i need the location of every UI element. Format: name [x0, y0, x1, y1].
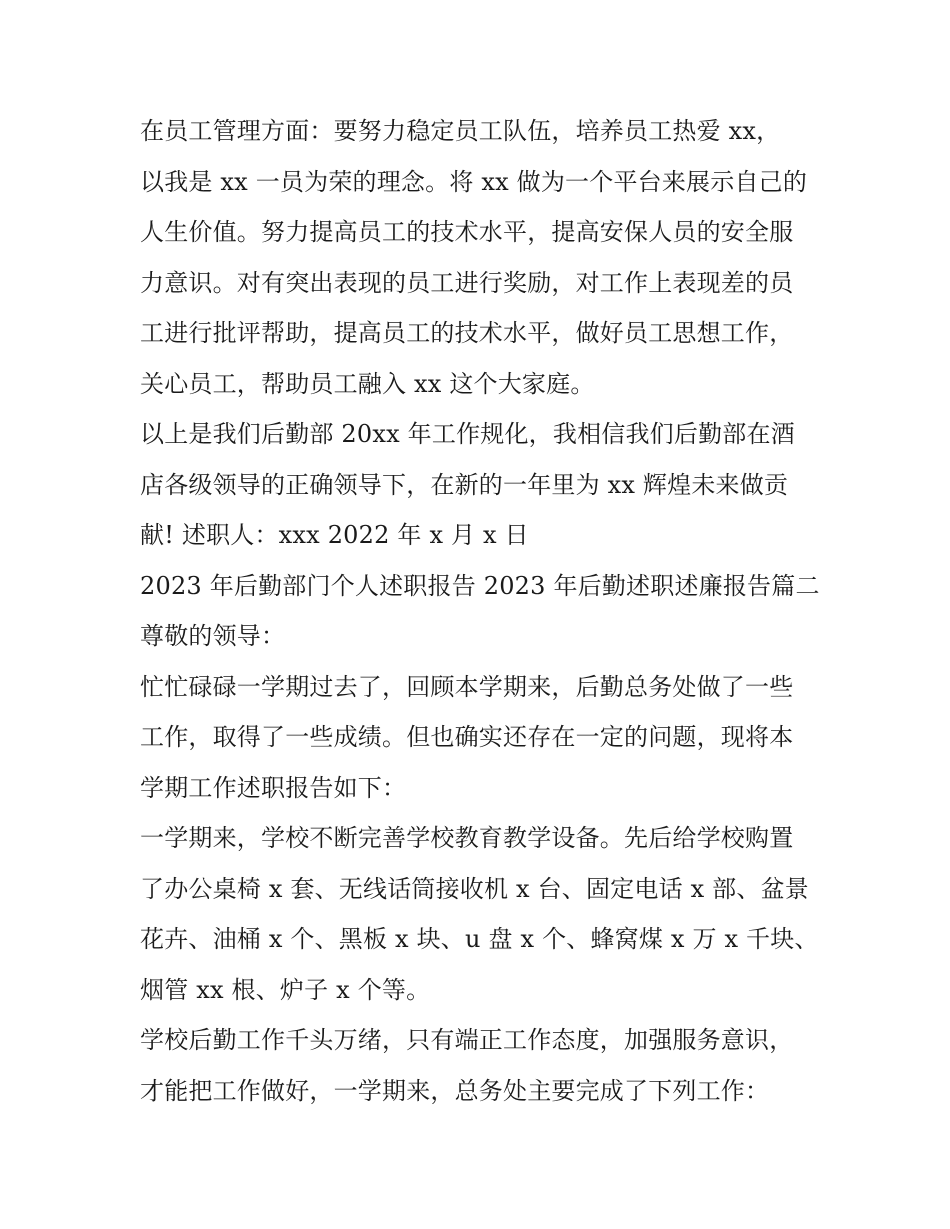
text-line: 花卉、油桶 x 个、黑板 x 块、u 盘 x 个、蜂窝煤 x 万 x 千块、 — [140, 925, 819, 953]
text-line: 学校后勤工作千头万绪，只有端正工作态度，加强服务意识， — [140, 1026, 794, 1054]
text-line: 才能把工作做好，一学期来，总务处主要完成了下列工作： — [140, 1076, 770, 1105]
text-line: 力意识。对有突出表现的员工进行奖励，对工作上表现差的员 — [140, 268, 794, 297]
text-line: 一学期来，学校不断完善学校教育教学设备。先后给学校购置 — [140, 824, 794, 852]
text-line: 工作，取得了一些成绩。但也确实还存在一定的问题，现将本 — [140, 723, 794, 751]
text-line: 了办公桌椅 x 套、无线话筒接收机 x 台、固定电话 x 部、盆景 — [140, 874, 809, 903]
text-line: 忙忙碌碌一学期过去了，回顾本学期来，后勤总务处做了一些 — [140, 672, 794, 701]
salutation: 尊敬的领导： — [140, 622, 286, 650]
text-line: 在员工管理方面：要努力稳定员工队伍，培养员工热爱 xx， — [140, 117, 781, 145]
text-line: 献! 述职人：xxx 2022 年 x 月 x 日 — [140, 521, 529, 549]
text-line: 人生价值。努力提高员工的技术水平，提高安保人员的安全服 — [140, 218, 794, 246]
text-line: 学期工作述职报告如下： — [140, 773, 407, 802]
text-line: 烟管 xx 根、炉子 x 个等。 — [140, 975, 431, 1004]
section-heading: 2023 年后勤部门个人述职报告 2023 年后勤述职述廉报告篇二 — [140, 571, 820, 600]
text-line: 以上是我们后勤部 20xx 年工作规化，我相信我们后勤部在酒 — [140, 420, 795, 448]
document-body — [140, 106, 820, 1116]
text-line: 店各级领导的正确领导下，在新的一年里为 xx 辉煌未来做贡 — [140, 470, 789, 499]
text-line: 关心员工，帮助员工融入 xx 这个大家庭。 — [140, 369, 595, 398]
text-line: 以我是 xx 一员为荣的理念。将 xx 做为一个平台来展示自己的 — [140, 167, 808, 196]
text-line: 工进行批评帮助，提高员工的技术水平，做好员工思想工作， — [140, 319, 794, 347]
